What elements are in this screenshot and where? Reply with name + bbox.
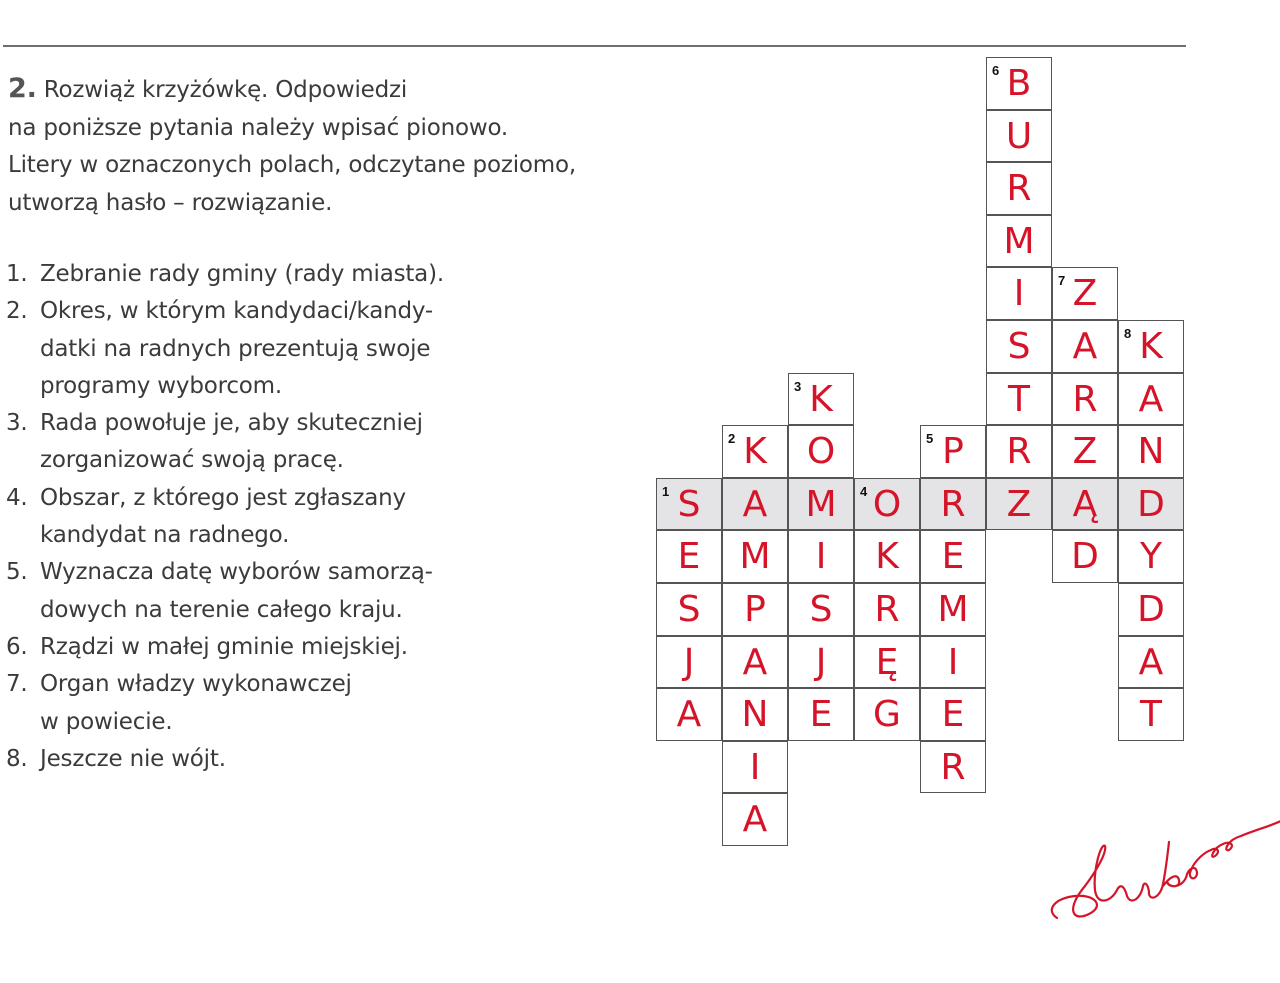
clue-3-cont: [6, 442, 526, 479]
clue-text: zorganizować swoją pracę.: [40, 447, 344, 474]
handwritten-letter: K: [1139, 326, 1163, 367]
clue-number: 3.: [6, 410, 28, 437]
crossword-cell-8-4[interactable]: [1118, 478, 1184, 531]
clue-text: dowych na terenie całego kraju.: [40, 596, 403, 623]
clue-number: 8.: [6, 745, 28, 772]
crossword-cell-5-3[interactable]: [920, 530, 986, 583]
handwritten-letter: A: [1138, 378, 1164, 420]
clue-text: Okres, w którym kandydaci/kandy-: [40, 298, 434, 325]
crossword-cell-2-8[interactable]: [722, 793, 788, 846]
instruction-line-1: 2. Rozwiąż krzyżówkę. Odpowiedzi: [8, 73, 408, 104]
handwritten-letter: E: [677, 536, 701, 578]
handwritten-letter: A: [1138, 641, 1164, 683]
handwritten-signature: [1045, 790, 1280, 930]
clue-text: kandydat na radnego.: [40, 522, 290, 549]
clue-text: w powiecie.: [40, 708, 173, 735]
crossword-cell-8-5[interactable]: [1118, 530, 1184, 583]
clue-text: programy wyborcom.: [40, 372, 282, 399]
crossword-cell-3-3[interactable]: [788, 478, 854, 531]
handwritten-letter: K: [809, 378, 833, 420]
crossword-cell-2-2[interactable]: [722, 478, 788, 531]
clue-2: [6, 293, 526, 330]
clue-text: Zebranie rady gminy (rady miasta).: [40, 261, 444, 287]
handwritten-letter: B: [1006, 63, 1032, 104]
crossword-cell-6-8[interactable]: [986, 425, 1052, 478]
crossword-cell-7-4[interactable]: [1052, 425, 1118, 478]
handwritten-letter: A: [742, 641, 768, 683]
handwritten-letter: A: [742, 483, 768, 525]
crossword-cell-4-5[interactable]: [854, 688, 920, 741]
clue-number: 5.: [6, 559, 28, 586]
clue-number-label: 1: [662, 483, 670, 499]
crossword-cell-2-5[interactable]: [722, 636, 788, 689]
clue-4-cont: [6, 517, 526, 554]
handwritten-letter: S: [809, 589, 833, 630]
handwritten-letter: R: [940, 746, 966, 788]
handwritten-letter: R: [1006, 168, 1032, 210]
crossword-cell-6-4[interactable]: [986, 215, 1052, 268]
clue-number: 1.: [6, 261, 28, 287]
crossword-cell-6-9[interactable]: [986, 478, 1052, 531]
crossword-cell-2-1[interactable]: [722, 425, 788, 478]
crossword-cell-1-2[interactable]: [656, 530, 722, 583]
handwritten-letter: M: [805, 483, 837, 525]
clue-7: [6, 666, 526, 703]
instruction-line-2: na poniższe pytania należy wpisać pionowo.: [8, 114, 509, 141]
clue-number: 7.: [6, 671, 28, 698]
clue-number: 6.: [6, 633, 28, 660]
handwritten-letter: N: [1137, 431, 1165, 473]
crossword-cell-4-1[interactable]: [854, 478, 920, 531]
clue-3: [6, 405, 526, 442]
handwritten-letter: N: [741, 694, 769, 736]
handwritten-letter: Y: [1140, 536, 1162, 578]
clue-number: 2.: [6, 298, 28, 325]
handwritten-letter: I: [815, 536, 827, 578]
handwritten-letter: R: [1072, 378, 1098, 420]
handwritten-letter: J: [683, 641, 695, 683]
top-divider: [3, 45, 1186, 47]
clue-number-label: 8: [1124, 326, 1132, 341]
crossword-cell-1-4[interactable]: [656, 636, 722, 689]
handwritten-letter: P: [942, 431, 964, 473]
clue-text: Wyznacza datę wyborów samorzą-: [40, 559, 433, 586]
crossword-cell-6-5[interactable]: [986, 267, 1052, 320]
crossword-cell-2-7[interactable]: [722, 741, 788, 794]
instruction-line-4: utworzą hasło – rozwiązanie.: [8, 189, 333, 216]
handwritten-letter: T: [1140, 694, 1162, 736]
clue-2-cont: [6, 331, 526, 368]
crossword-cell-3-2[interactable]: [788, 425, 854, 478]
handwritten-letter: D: [1137, 589, 1165, 630]
crossword-cell-8-3[interactable]: [1118, 425, 1184, 478]
handwritten-letter: M: [937, 589, 969, 630]
clue-4: [6, 480, 526, 517]
crossword-cell-6-6[interactable]: [986, 320, 1052, 373]
crossword-cell-8-2[interactable]: [1118, 373, 1184, 426]
handwritten-letter: O: [872, 483, 902, 525]
clue-number-label: 7: [1058, 273, 1066, 289]
handwritten-letter: E: [809, 694, 833, 736]
clue-number-label: 4: [860, 483, 868, 499]
handwritten-letter: E: [941, 694, 965, 736]
handwritten-letter: A: [742, 799, 768, 841]
clue-text: Jeszcze nie wójt.: [40, 745, 226, 772]
clue-number-label: 6: [992, 63, 1000, 78]
clue-number: [6, 331, 40, 368]
crossword-cell-4-3[interactable]: [854, 583, 920, 636]
crossword-cell-2-6[interactable]: [722, 688, 788, 741]
crossword-cell-8-6[interactable]: [1118, 583, 1184, 636]
crossword-cell-4-4[interactable]: [854, 636, 920, 689]
crossword-cell-5-4[interactable]: [920, 583, 986, 636]
crossword-cell-7-6[interactable]: [1052, 530, 1118, 583]
crossword-cell-4-2[interactable]: [854, 530, 920, 583]
crossword-cell-8-7[interactable]: [1118, 636, 1184, 689]
clue-number: [6, 592, 40, 629]
handwritten-letter: M: [739, 536, 771, 578]
clue-8: [6, 741, 526, 778]
crossword-cell-3-5[interactable]: [788, 583, 854, 636]
clue-number: [6, 517, 40, 554]
crossword-cell-7-2[interactable]: [1052, 320, 1118, 373]
clue-text: Rządzi w małej gminie miejskiej.: [40, 633, 408, 660]
handwritten-letter: R: [1006, 431, 1032, 473]
clue-6: [6, 629, 526, 666]
handwritten-letter: D: [1071, 536, 1099, 578]
handwritten-letter: S: [677, 483, 701, 525]
clue-text: Obszar, z którego jest zgłaszany: [40, 484, 406, 511]
crossword-cell-7-3[interactable]: [1052, 373, 1118, 426]
handwritten-letter: I: [947, 641, 959, 683]
crossword-cell-5-7[interactable]: [920, 741, 986, 794]
crossword-cell-2-4[interactable]: [722, 583, 788, 636]
instruction-line-3: Litery w oznaczonych polach, odczytane poziomo,: [8, 152, 576, 178]
clue-number-label: 5: [926, 431, 934, 447]
clue-7-cont: [6, 704, 526, 741]
crossword-cell-1-5[interactable]: [656, 688, 722, 741]
crossword-cell-7-1[interactable]: [1052, 267, 1118, 320]
handwritten-letter: G: [873, 694, 901, 736]
handwritten-letter: A: [676, 694, 702, 736]
crossword-cell-3-7[interactable]: [788, 688, 854, 741]
clue-list: [6, 256, 526, 778]
crossword-cell-1-1[interactable]: [656, 478, 722, 531]
handwritten-letter: I: [749, 746, 761, 788]
handwritten-letter: K: [743, 431, 767, 473]
handwritten-letter: Ę: [875, 641, 899, 683]
clue-text: Organ władzy wykonawczej: [40, 671, 352, 698]
crossword-cell-6-2[interactable]: [986, 110, 1052, 163]
clue-text: datki na radnych prezentują swoje: [40, 335, 431, 362]
crossword-cell-5-2[interactable]: [920, 478, 986, 531]
handwritten-letter: Z: [1072, 431, 1098, 473]
task-instructions: [8, 70, 688, 222]
handwritten-letter: Ą: [1072, 483, 1098, 525]
clue-number-label: 3: [794, 378, 802, 394]
handwritten-letter: I: [1013, 273, 1025, 315]
crossword-cell-8-1[interactable]: [1118, 320, 1184, 373]
handwritten-letter: M: [1003, 220, 1035, 262]
crossword-cell-7-5[interactable]: [1052, 478, 1118, 531]
crossword-cell-3-1[interactable]: [788, 373, 854, 426]
handwritten-letter: R: [874, 589, 900, 630]
handwritten-letter: J: [815, 641, 827, 683]
clue-text: Rada powołuje je, aby skuteczniej: [40, 410, 423, 437]
clue-5: [6, 554, 526, 591]
clue-number: 4.: [6, 484, 28, 511]
handwritten-letter: Z: [1072, 273, 1098, 315]
clue-number-label: 2: [728, 431, 736, 447]
handwritten-letter: P: [744, 589, 766, 630]
handwritten-letter: S: [677, 589, 701, 630]
handwritten-letter: S: [1007, 326, 1031, 367]
crossword-cell-6-7[interactable]: [986, 373, 1052, 426]
clue-2-cont: [6, 368, 526, 405]
crossword-cell-5-6[interactable]: [920, 688, 986, 741]
clue-number: [6, 704, 40, 741]
task-number: 2.: [8, 73, 37, 104]
crossword-cell-2-3[interactable]: [722, 530, 788, 583]
crossword-cell-3-6[interactable]: [788, 636, 854, 689]
clue-number: [6, 368, 40, 405]
handwritten-letter: D: [1137, 483, 1165, 525]
handwritten-letter: A: [1072, 326, 1098, 367]
handwritten-letter: T: [1008, 378, 1030, 420]
crossword-cell-8-8[interactable]: [1118, 688, 1184, 741]
handwritten-letter: R: [940, 483, 966, 525]
crossword-cell-6-1[interactable]: [986, 57, 1052, 110]
crossword-cell-6-3[interactable]: [986, 162, 1052, 215]
handwritten-letter: Z: [1006, 483, 1032, 525]
handwritten-letter: O: [806, 431, 836, 473]
crossword-cell-5-5[interactable]: [920, 636, 986, 689]
clue-number: [6, 442, 40, 479]
handwritten-letter: E: [941, 536, 965, 578]
clue-5-cont: [6, 592, 526, 629]
clue-1: [6, 256, 526, 293]
crossword-cell-3-4[interactable]: [788, 530, 854, 583]
handwritten-letter: U: [1005, 115, 1033, 157]
handwritten-letter: K: [875, 536, 899, 578]
crossword-cell-1-3[interactable]: [656, 583, 722, 636]
crossword-cell-5-1[interactable]: [920, 425, 986, 478]
